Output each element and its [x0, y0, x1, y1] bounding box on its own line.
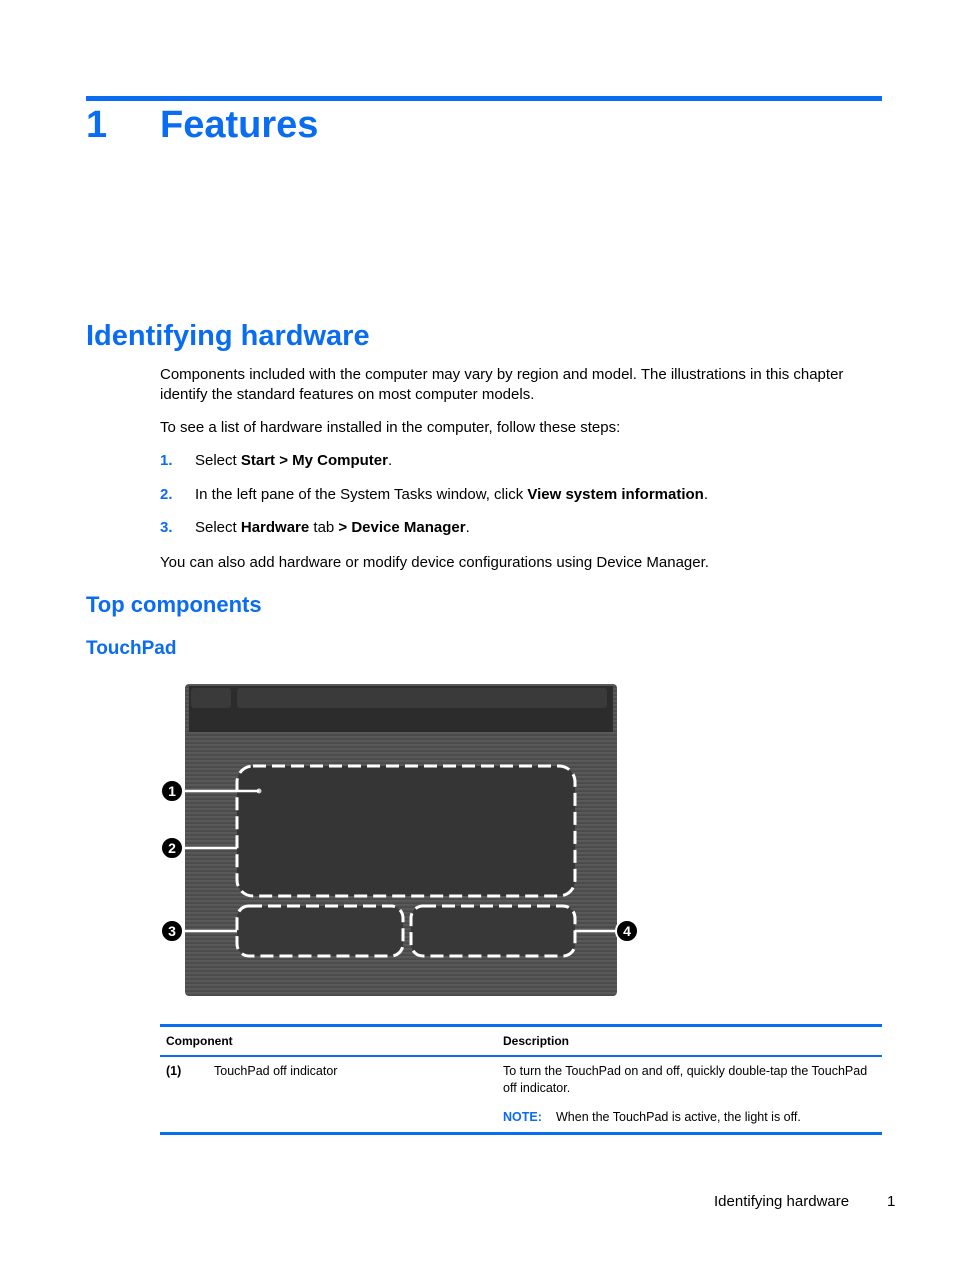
table-row-description: To turn the TouchPad on and off, quickly double-tap the TouchPad off indicator. [503, 1064, 868, 1095]
callout-4-label: 4 [623, 923, 631, 939]
footer-section-title: Identifying hardware [714, 1193, 850, 1210]
table-header-component: Component [166, 1034, 233, 1048]
touchpad-illustration [155, 680, 645, 1000]
table-row-component: TouchPad off indicator [214, 1064, 338, 1078]
keyboard-key-shape [191, 688, 231, 708]
touchpad-surface-shape [237, 766, 575, 896]
subsubsection-heading: TouchPad [86, 638, 177, 659]
chapter-number: 1 [86, 104, 108, 146]
callout-2-label: 2 [168, 840, 176, 856]
step-text: In the left pane of the System Tasks window, click View system information. [195, 486, 709, 503]
callout-3-label: 3 [168, 923, 176, 939]
section-heading: Identifying hardware [86, 320, 370, 352]
keyboard-key-shape [237, 688, 607, 708]
note-label: NOTE: [503, 1110, 542, 1124]
callout-1-label: 1 [168, 783, 176, 799]
subsection-heading: Top components [86, 592, 262, 617]
step-text: Select Hardware tab > Device Manager. [195, 519, 470, 536]
left-button-shape [237, 906, 403, 956]
chapter-title: Features [160, 104, 319, 146]
lead-paragraph: To see a list of hardware installed in the computer, follow these steps: [160, 419, 621, 436]
step-number: 2. [160, 486, 173, 503]
step-number: 3. [160, 519, 173, 536]
table-row-id: (1) [166, 1064, 182, 1078]
note-text: When the TouchPad is active, the light is off. [556, 1110, 801, 1124]
right-button-shape [411, 906, 575, 956]
table-top-rule [160, 1024, 882, 1027]
table-header-rule [160, 1055, 882, 1057]
intro-paragraph: Components included with the computer may vary by region and model. The illustrations in this chapter identify the standard features on most computer models. [160, 366, 844, 403]
page-number: 1 [887, 1193, 896, 1210]
chapter-rule [86, 96, 882, 101]
table-bottom-rule [160, 1132, 882, 1135]
step-text: Select Start > My Computer. [195, 452, 393, 469]
step-number: 1. [160, 452, 173, 469]
closing-paragraph: You can also add hardware or modify device configurations using Device Manager. [160, 554, 709, 571]
table-header-description: Description [503, 1034, 570, 1048]
